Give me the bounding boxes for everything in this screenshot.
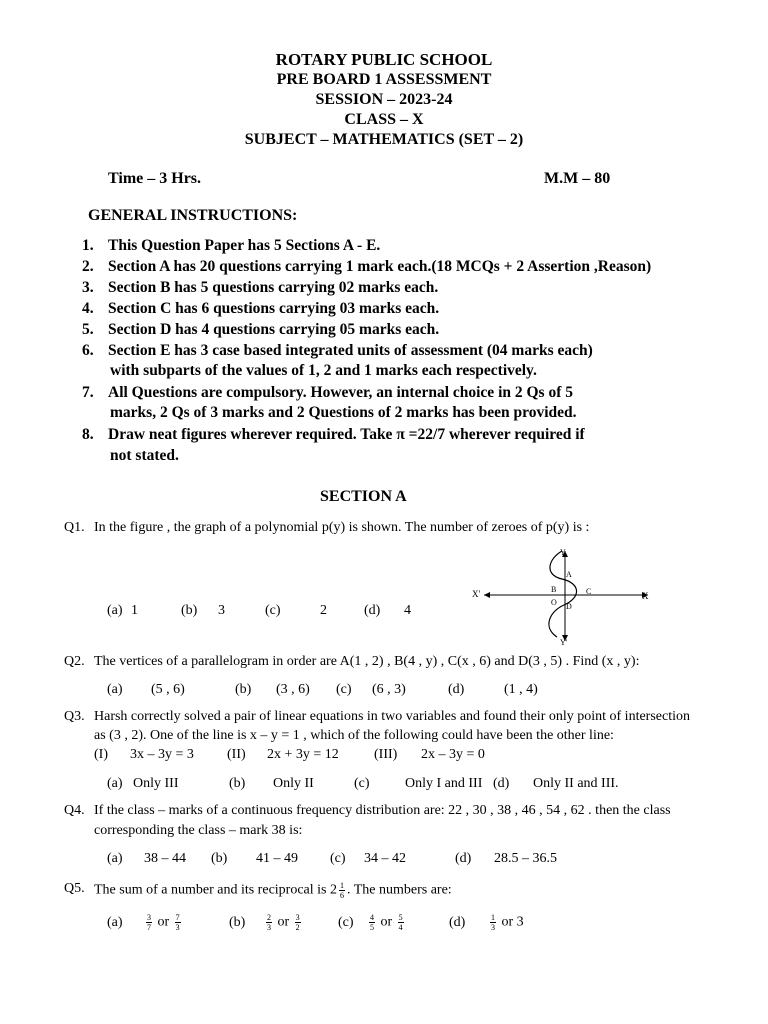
fraction-numerator: 2 xyxy=(267,913,271,922)
question-text: Harsh correctly solved a pair of linear equations in two variables and found their only point of intersection xyxy=(94,709,690,724)
instruction-text: Section B has 5 questions carrying 02 marks each. xyxy=(108,279,439,296)
option-label: (d) xyxy=(493,776,510,791)
option-label: (a) xyxy=(107,915,123,930)
instruction-text-cont: not stated. xyxy=(110,447,179,464)
fraction xyxy=(490,913,496,932)
option-label: (d) xyxy=(455,851,472,866)
option-label: (a) xyxy=(107,682,123,697)
instruction-number: 6. xyxy=(82,342,94,359)
section-title: SECTION A xyxy=(320,488,407,505)
instruction-text: Section C has 6 questions carrying 03 marks each. xyxy=(108,300,440,317)
equation-value: 2x + 3y = 12 xyxy=(267,747,339,762)
option-label: (b) xyxy=(235,682,252,697)
option-label: (b) xyxy=(229,776,246,791)
option-label: (c) xyxy=(330,851,346,866)
option-label: (a) xyxy=(107,603,123,618)
instruction-text: Section D has 4 questions carrying 05 marks each. xyxy=(108,321,440,338)
fraction xyxy=(295,913,301,932)
x-axis-pos-label: X xyxy=(642,591,649,601)
exam-title: PRE BOARD 1 ASSESSMENT xyxy=(276,71,492,88)
or-text: or xyxy=(501,914,514,930)
fraction-denominator: 3 xyxy=(491,923,495,932)
question-number: Q1. xyxy=(64,520,85,535)
mixed-fraction xyxy=(339,881,345,900)
point-c-label: C xyxy=(586,587,592,596)
class: CLASS – X xyxy=(344,111,424,128)
fraction-denominator: 2 xyxy=(295,923,300,932)
option-value: (5 , 6) xyxy=(151,682,185,697)
option-value: 4 xyxy=(404,603,411,618)
point-a-label: A xyxy=(566,570,572,579)
fraction-numerator: 7 xyxy=(175,913,180,922)
question-text: The vertices of a parallelogram in order are A(1 , 2) , B(4 , y) , C(x , 6) and D(3 , 5) . Find (x , y): xyxy=(94,654,640,669)
option-value: 28.5 – 36.5 xyxy=(494,851,557,866)
instruction-text: This Question Paper has 5 Sections A - E. xyxy=(108,237,381,254)
option-label: (b) xyxy=(181,603,198,618)
instruction-number: 7. xyxy=(82,384,94,401)
instruction-text: All Questions are compulsory. However, an internal choice in 2 Qs of 5 xyxy=(108,384,573,401)
fraction-numerator: 4 xyxy=(370,913,374,922)
question-number: Q4. xyxy=(64,803,85,818)
fraction-numerator: 1 xyxy=(339,881,344,890)
question-text: If the class – marks of a continuous frequency distribution are: 22 , 30 , 38 , 46 , 54 , 62 . then the class xyxy=(94,803,671,818)
option-value: 3 xyxy=(218,603,225,618)
instruction-text: Draw neat figures wherever required. Take π =22/7 wherever required if xyxy=(108,426,585,443)
point-d-label: D xyxy=(566,602,572,611)
fraction xyxy=(175,913,181,932)
y-axis-pos-label: Y xyxy=(560,548,566,557)
fraction-denominator: 7 xyxy=(147,923,151,932)
option-label: (c) xyxy=(336,682,352,697)
option-label: (b) xyxy=(211,851,228,866)
option-label: (a) xyxy=(107,776,123,791)
point-b-label: B xyxy=(551,585,557,594)
option-value: 41 – 49 xyxy=(256,851,298,866)
question-number: Q5. xyxy=(64,881,85,896)
question-text-cont: as (3 , 2). One of the line is x – y = 1 , which of the following could have been the other line: xyxy=(94,728,614,743)
fraction xyxy=(369,913,375,932)
fraction-numerator: 3 xyxy=(147,913,151,922)
fraction-denominator: 3 xyxy=(267,923,271,932)
equation-value: 3x – 3y = 3 xyxy=(130,747,194,762)
fraction xyxy=(398,913,404,932)
origin-label: O xyxy=(551,598,557,607)
instruction-number: 5. xyxy=(82,321,94,338)
subject: SUBJECT – MATHEMATICS (SET – 2) xyxy=(244,131,524,148)
instruction-text: Section E has 3 case based integrated units of assessment (04 marks each) xyxy=(108,342,593,359)
max-marks: M.M – 80 xyxy=(544,170,611,187)
instruction-number: 8. xyxy=(82,426,94,443)
fraction xyxy=(266,913,272,932)
option-label: (a) xyxy=(107,851,123,866)
question-text-cont: corresponding the class – mark 38 is: xyxy=(94,823,303,838)
option-value: Only I and III xyxy=(405,776,483,791)
option-label: (c) xyxy=(338,915,354,930)
option-value: Only III xyxy=(133,776,179,791)
whole-number: 3 xyxy=(516,914,524,930)
option-label: (d) xyxy=(449,915,466,930)
option-value: (3 , 6) xyxy=(276,682,310,697)
option-value: 2 xyxy=(320,603,327,618)
y-axis-neg-label: Y' xyxy=(560,638,568,647)
option-value: 1 xyxy=(131,603,138,618)
time-allowed: Time – 3 Hrs. xyxy=(108,170,202,187)
option-value xyxy=(264,913,303,932)
fraction-denominator: 3 xyxy=(175,923,180,932)
equation-value: 2x – 3y = 0 xyxy=(421,747,485,762)
question-number: Q2. xyxy=(64,654,85,669)
option-label: (d) xyxy=(448,682,465,697)
option-value: Only II xyxy=(273,776,314,791)
option-value: 34 – 42 xyxy=(364,851,406,866)
option-label: (c) xyxy=(265,603,281,618)
instructions-title: GENERAL INSTRUCTIONS: xyxy=(88,207,298,224)
polynomial-graph-figure xyxy=(462,545,658,647)
question-text-start: The sum of a number and its reciprocal is 2 xyxy=(94,882,337,898)
option-value: 38 – 44 xyxy=(144,851,186,866)
fraction xyxy=(146,913,152,932)
question-text: In the figure , the graph of a polynomial p(y) is shown. The number of zeroes of p(y) is : xyxy=(94,520,590,535)
fraction-numerator: 5 xyxy=(398,913,403,922)
instruction-number: 2. xyxy=(82,258,94,275)
option-value: (1 , 4) xyxy=(504,682,538,697)
instruction-text-cont: with subparts of the values of 1, 2 and 1 marks each respectively. xyxy=(110,362,537,379)
or-text: or xyxy=(277,914,290,930)
x-axis-neg-label: X' xyxy=(472,589,481,599)
option-value xyxy=(488,913,524,932)
equation-label: (I) xyxy=(94,747,108,762)
instruction-number: 4. xyxy=(82,300,94,317)
instruction-number: 3. xyxy=(82,279,94,296)
equation-label: (III) xyxy=(374,747,398,762)
option-label: (c) xyxy=(354,776,370,791)
fraction-numerator: 1 xyxy=(491,913,495,922)
question-text xyxy=(94,881,452,900)
instruction-text-cont: marks, 2 Qs of 3 marks and 2 Questions of 2 marks has been provided. xyxy=(110,404,577,421)
option-label: (b) xyxy=(229,915,246,930)
option-value: (6 , 3) xyxy=(372,682,406,697)
fraction-denominator: 5 xyxy=(370,923,374,932)
session: SESSION – 2023-24 xyxy=(315,91,453,108)
school-name: ROTARY PUBLIC SCHOOL xyxy=(275,50,493,69)
option-value xyxy=(144,913,183,932)
instruction-number: 1. xyxy=(82,237,94,254)
question-text-end: . The numbers are: xyxy=(346,882,452,898)
question-number: Q3. xyxy=(64,709,85,724)
instruction-text: Section A has 20 questions carrying 1 mark each.(18 MCQs + 2 Assertion ,Reason) xyxy=(108,258,652,275)
option-value xyxy=(367,913,406,932)
fraction-numerator: 3 xyxy=(295,913,300,922)
or-text: or xyxy=(157,914,170,930)
fraction-denominator: 6 xyxy=(339,891,344,900)
equation-label: (II) xyxy=(227,747,246,762)
option-value: Only II and III. xyxy=(533,776,619,791)
or-text: or xyxy=(380,914,393,930)
option-label: (d) xyxy=(364,603,381,618)
fraction-denominator: 4 xyxy=(398,923,403,932)
